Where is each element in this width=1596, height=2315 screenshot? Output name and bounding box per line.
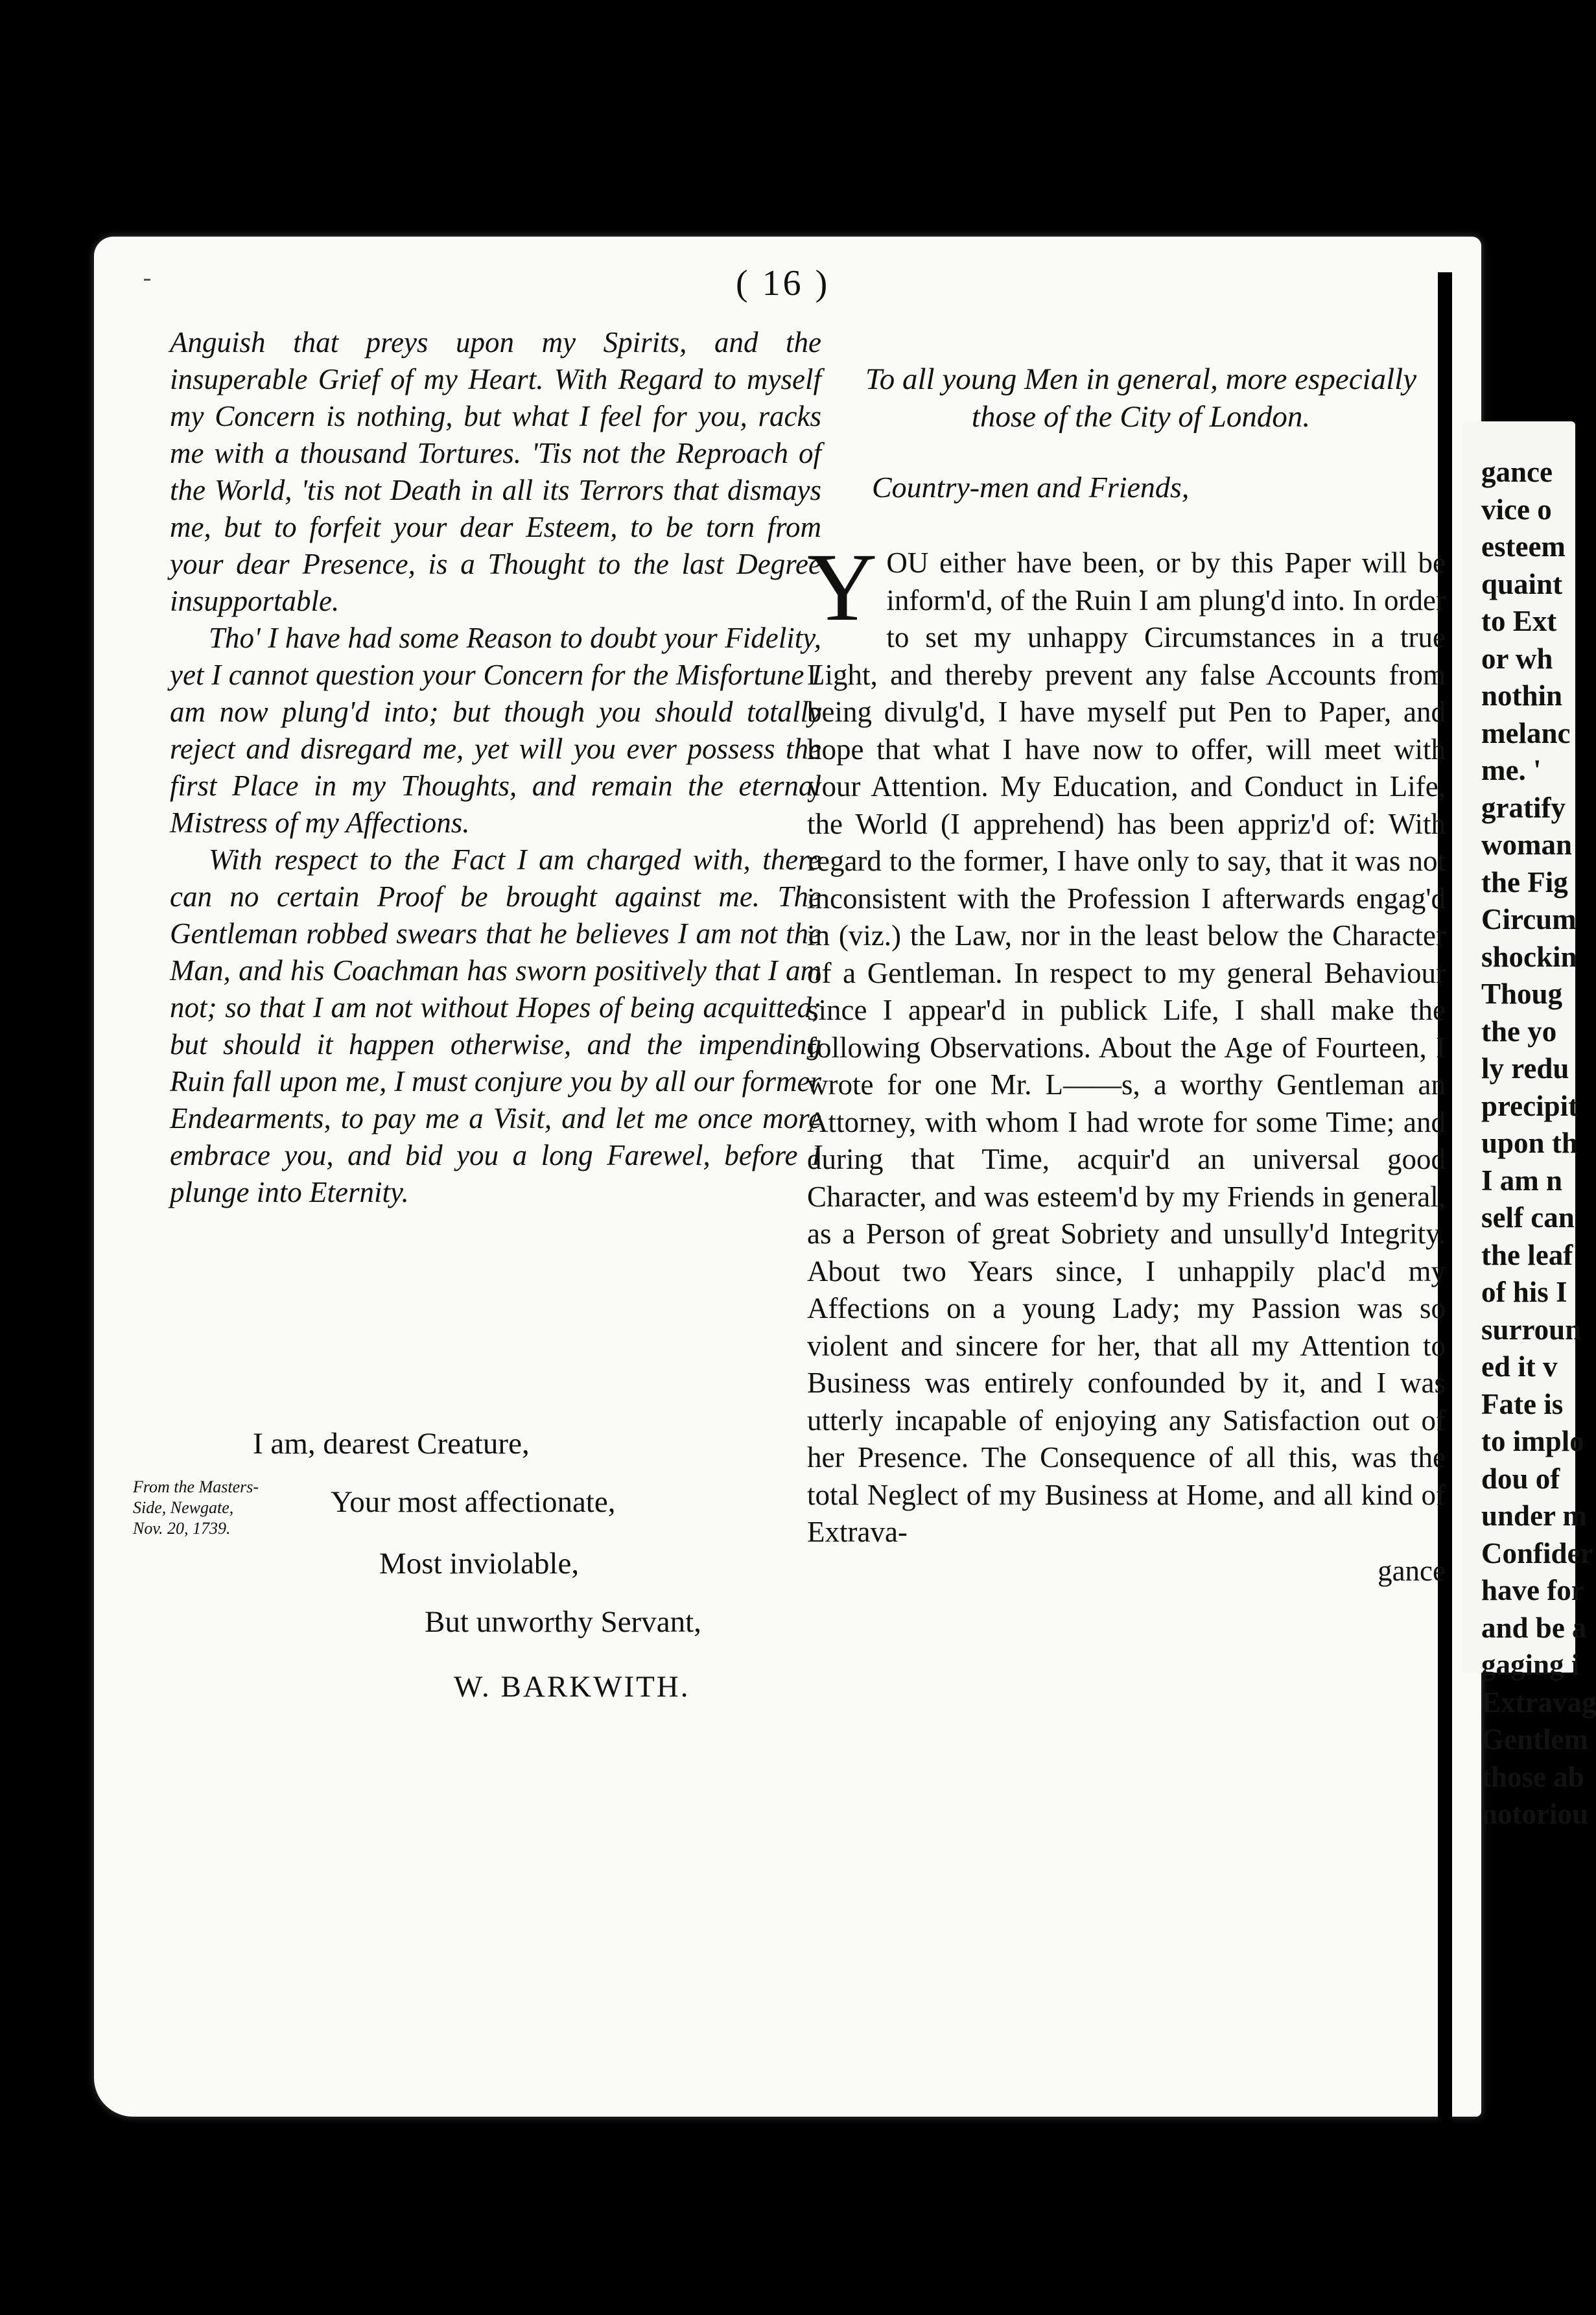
- page-number: ( 16 ): [736, 263, 830, 303]
- facing-page-line: I am n: [1481, 1164, 1563, 1197]
- facing-page-line: Extravag: [1481, 1686, 1596, 1719]
- facing-page-line: dou of: [1481, 1462, 1560, 1495]
- letter-paragraph-2: Tho' I have had some Reason to doubt your Fidelity, yet I cannot question your Concern for the Misfortune I am now plung'd into; but though you should totally reject and disregard me, yet will you ever possess the first Place in my Thoughts, and remain the eternal Mistress of my Affections.: [170, 622, 821, 839]
- address-heading: To all young Men in general, more especially those of the City of London.: [865, 362, 1417, 434]
- facing-page-line: or wh: [1481, 642, 1553, 675]
- facing-page-line: precipit: [1481, 1089, 1578, 1122]
- letter-paragraph-1: Anguish that preys upon my Spirits, and the insuperable Grief of my Heart. With Regard to myself my Concern is nothing, but what I feel for you, racks me with a thousand Tortures. 'Tis not the Reproach of the World, 'tis not Death in all its Terrors that dismays me, but to forfeit your dear Esteem, to be torn from your dear Presence, is a Thought to the last Degree insupportable.: [170, 326, 821, 617]
- facing-page-line: the yo: [1481, 1015, 1557, 1048]
- facing-page-line: shockin: [1481, 940, 1577, 973]
- catchword: gance: [1378, 1554, 1446, 1587]
- facing-page-line: have for: [1481, 1574, 1584, 1606]
- left-column: [170, 324, 821, 1211]
- facing-page-line: esteem: [1481, 530, 1566, 563]
- facing-page-line: nothin: [1481, 679, 1563, 712]
- facing-page-line: upon th: [1481, 1127, 1578, 1159]
- facing-page-line: of his I: [1481, 1276, 1567, 1308]
- facing-page-line: Circum: [1481, 903, 1577, 935]
- place-line-2: Side, Newgate,: [133, 1498, 234, 1517]
- drop-cap: Y: [807, 534, 878, 641]
- facing-page-line: ed it v: [1481, 1350, 1558, 1383]
- facing-page-line: gaging i: [1481, 1649, 1580, 1681]
- facing-page-line: Confider: [1481, 1536, 1593, 1569]
- right-column-body: [807, 534, 1446, 1590]
- letter-paragraph-3: With respect to the Fact I am charged with, there can no certain Proof be brought against me. The Gentleman robbed swears that he believes I am not the Man, and his Coachman has sworn positively that I am not; so that I am not without Hopes of being acquitted; but should it happen otherwise, and the impending Ruin fall upon me, I must conjure you by all our former Endearments, to pay me a Visit, and let me once more embrace you, and bid you a long Farewel, before I plunge into Eternity.: [170, 843, 821, 1208]
- facing-page-line: surroun: [1481, 1313, 1582, 1346]
- facing-page-line: Gentlem: [1481, 1723, 1588, 1756]
- facing-page-line: woman: [1481, 828, 1573, 861]
- facing-page-line: those ab: [1481, 1760, 1584, 1793]
- closing-line-3: Most inviolable,: [379, 1547, 580, 1581]
- place-line-1: From the Masters-: [133, 1477, 259, 1496]
- facing-page-line: self can: [1481, 1201, 1575, 1234]
- facing-page-line: the leaf: [1481, 1238, 1573, 1271]
- facing-page-line: to Ext: [1481, 605, 1557, 637]
- facing-page-line: under m: [1481, 1499, 1587, 1532]
- facing-page-line: melanc: [1481, 716, 1571, 749]
- facing-page-line: the Fig: [1481, 865, 1568, 899]
- facing-page-line: Fate is: [1481, 1387, 1564, 1420]
- facing-page-line: quaint: [1481, 567, 1563, 600]
- salutation: Country-men and Friends,: [872, 471, 1190, 504]
- closing-line-2: Your most affectionate,: [331, 1485, 616, 1519]
- facing-page-line: and be a: [1481, 1611, 1587, 1644]
- facing-page-line: gance: [1481, 456, 1553, 488]
- facing-page-line: vice o: [1481, 493, 1552, 526]
- facing-page-line: me. ': [1481, 754, 1542, 786]
- margin-mark: [144, 279, 150, 281]
- facing-page-line: ly redu: [1481, 1052, 1569, 1085]
- facing-page-line: gratify: [1481, 791, 1566, 824]
- facing-page-line: to implo: [1481, 1425, 1584, 1457]
- place-line-3: Nov. 20, 1739.: [133, 1519, 231, 1538]
- facing-page-text: [1481, 454, 1596, 1833]
- facing-page-line: Thoug: [1481, 978, 1563, 1010]
- letter-place-date: [133, 1477, 259, 1539]
- facing-page-line: notoriou: [1481, 1798, 1589, 1830]
- address-body-text: OU either have been, or by this Paper will be inform'd, of the Ruin I am plung'd into. In order to set my unhappy Circumstances in a true Light, and thereby prevent any false Accounts from being divulg'd, I have myself put Pen to Paper, and hope that what I have now to offer, will meet with your Attention. My Education, and Conduct in Life, the World (I apprehend) has been appriz'd of: With regard to the former, I have only to say, that it was not inconsistent with the Profession I afterwards engag'd in (viz.) the Law, nor in the least below the Character of a Gentleman. In respect to my general Behaviour since I appear'd in publick Life, I shall make the following Observations. About the Age of Fourteen, I wrote for one Mr. L——s, a worthy Gentleman an Attorney, with whom I had wrote for some Time; and during that Time, acquir'd an universal good Character, and was esteem'd by my Friends in general, as a Person of great Sobriety and unsully'd Integrity. About two Years since, I unhappily plac'd my Affections on a young Lady; my Passion was so violent and sincere for her, that all my Attention to Business was entirely confounded by it, and I was utterly incapable of enjoying any Satisfaction out of her Presence. The Consequence of all this, was the total Neglect of my Business at Home, and all kind of Extrava-: [807, 546, 1446, 1548]
- closing-line-4: But unworthy Servant,: [425, 1605, 701, 1639]
- signature: W. BARKWITH.: [454, 1670, 690, 1704]
- closing-line-1: I am, dearest Creature,: [253, 1427, 530, 1461]
